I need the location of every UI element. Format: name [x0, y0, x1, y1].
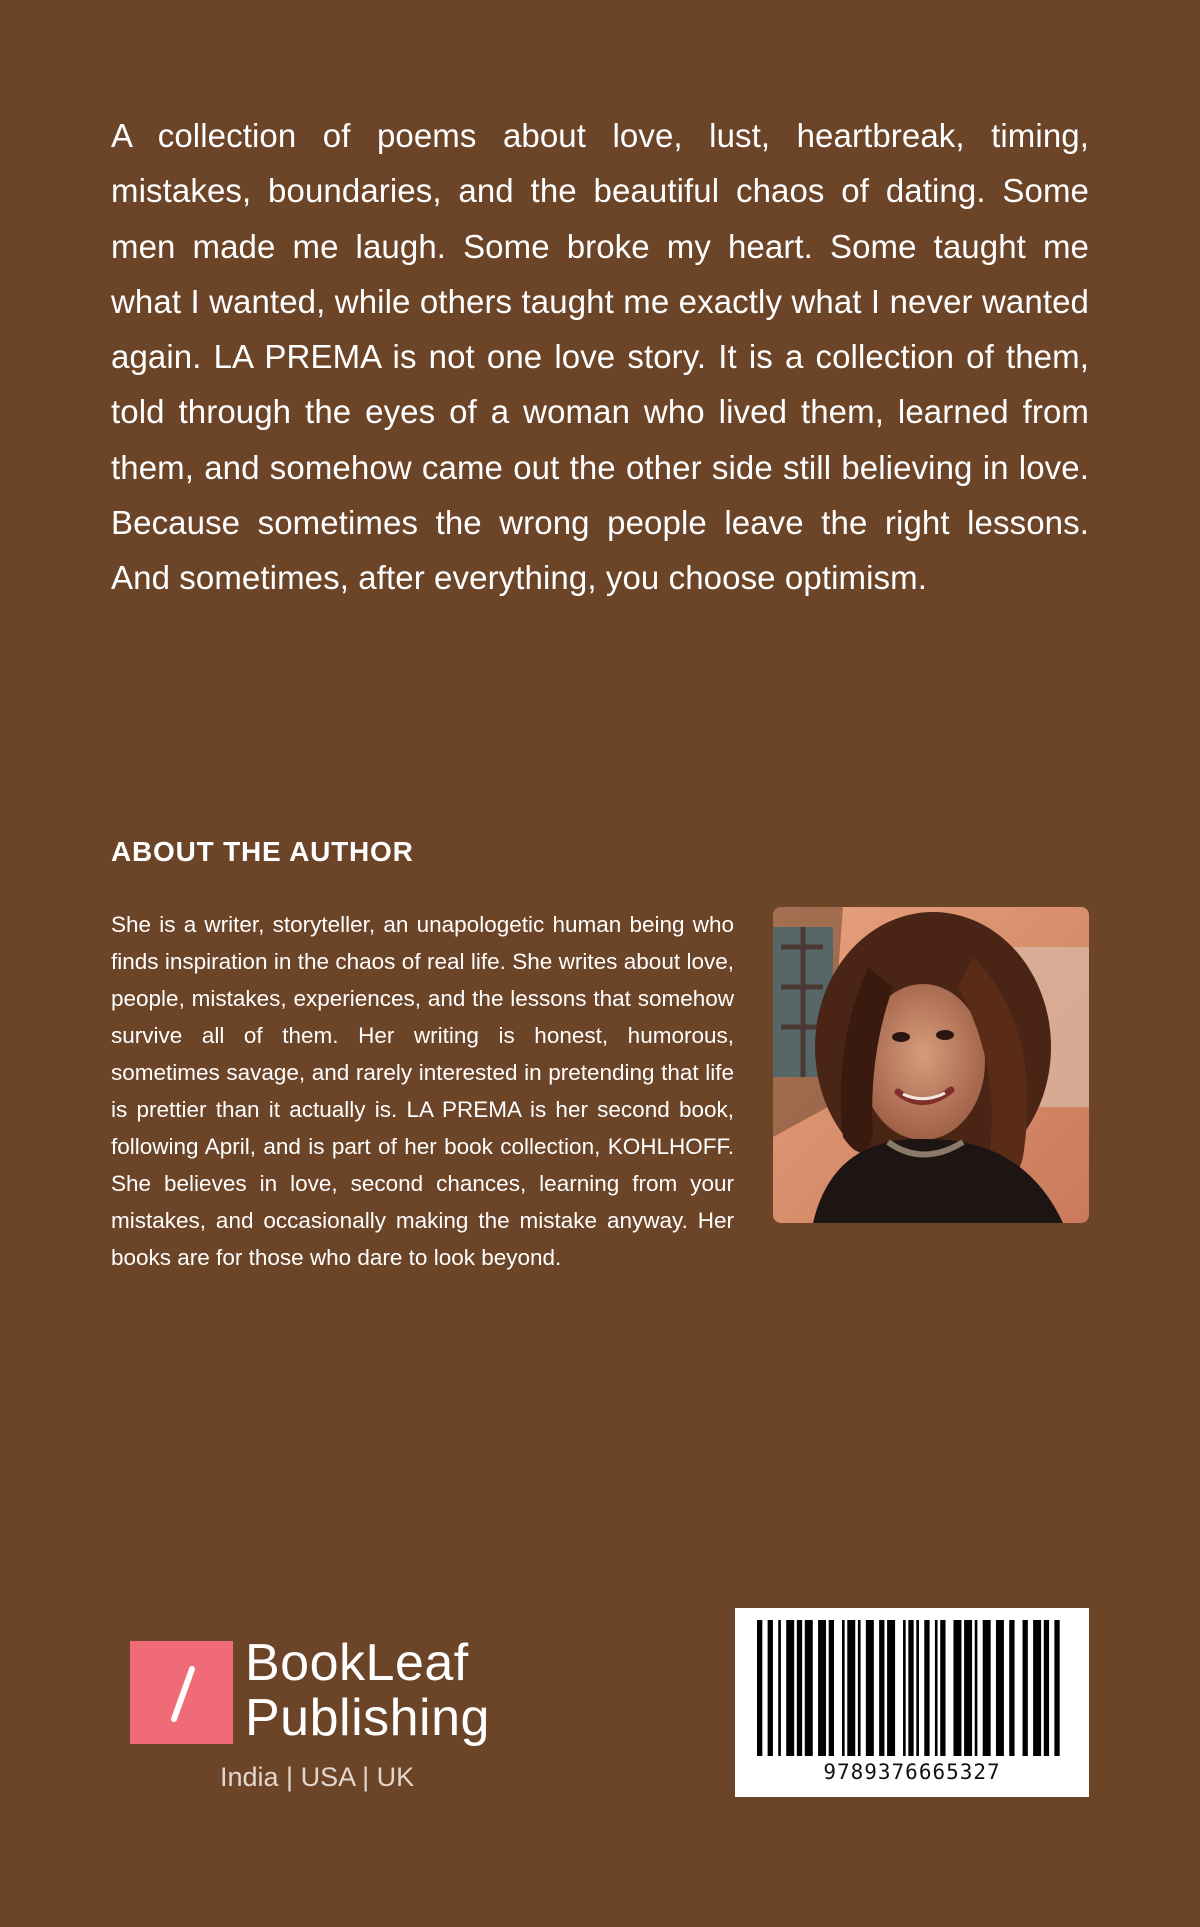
publisher-regions: India | USA | UK [220, 1762, 415, 1792]
publisher-logo [130, 1634, 530, 1798]
about-author-heading: ABOUT THE AUTHOR [111, 836, 414, 867]
publisher-name-line2: Publishing [245, 1689, 490, 1747]
isbn-number: 9789376665327 [823, 1760, 1001, 1784]
author-photo [773, 907, 1089, 1223]
publisher-name-line1: BookLeaf [245, 1634, 469, 1692]
back-cover-blurb: A collection of poems about love, lust, heartbreak, timing, mistakes, boundaries, and the beautiful chaos of dating. Some men made me laugh. Some broke my heart. Some taught me what I wanted, while others taught me exactly what I never wanted again. LA PREMA is not one love story. It is a collection of them, told through the eyes of a woman who lived them, learned from them, and somehow came out the other side still believing in love. Because sometimes the wrong people leave the right lessons. And sometimes, after everything, you choose optimism. [111, 117, 1089, 597]
isbn-barcode [735, 1608, 1089, 1797]
barcode-bars [749, 1620, 1075, 1756]
leaf-slash-icon [130, 1641, 233, 1744]
author-bio: She is a writer, storyteller, an unapologetic human being who finds inspiration in the chaos of real life. She writes about love, people, mistakes, experiences, and the lessons that somehow survive all of them. Her writing is honest, humorous, sometimes savage, and rarely interested in pretending that life is prettier than it actually is. LA PREMA is her second book, following April, and is part of her book collection, KOHLHOFF. She believes in love, second chances, learning from your mistakes, and occasionally making the mistake anyway. Her books are for those who dare to look beyond. [111, 912, 734, 1270]
